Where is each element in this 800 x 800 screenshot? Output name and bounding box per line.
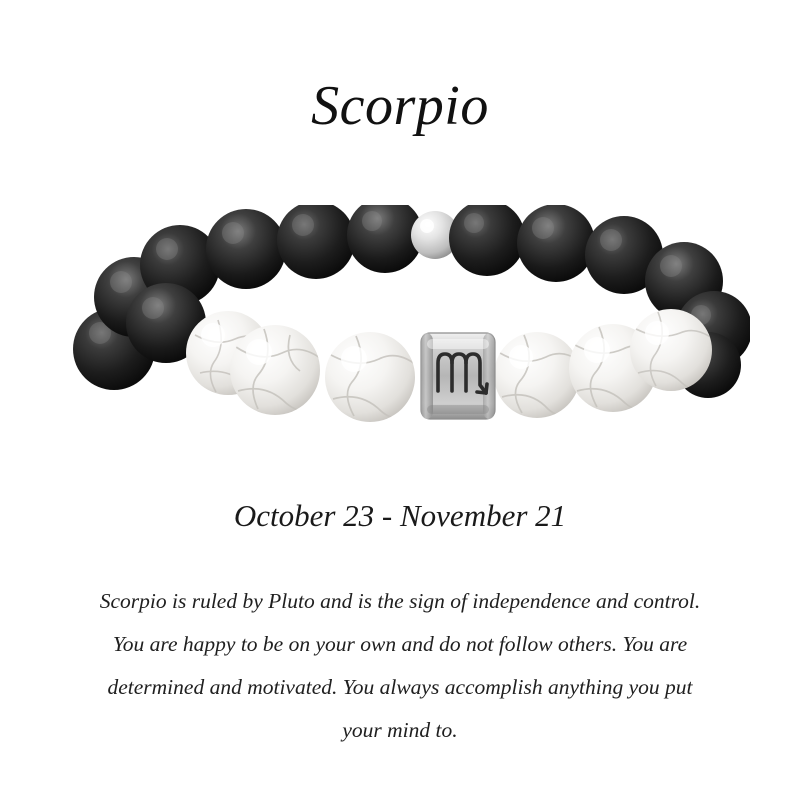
zodiac-description: Scorpio is ruled by Pluto and is the sign of independence and control. You are happy to be on your own and do not follow others. You are determined and motivated. You always accomplish anything you put your mind to. [99, 589, 701, 742]
page-title: Scorpio [311, 75, 489, 137]
scorpio-charm-bead [421, 333, 495, 419]
zodiac-date-range: October 23 - November 21 [233, 498, 567, 533]
bracelet-illustration [50, 205, 750, 455]
